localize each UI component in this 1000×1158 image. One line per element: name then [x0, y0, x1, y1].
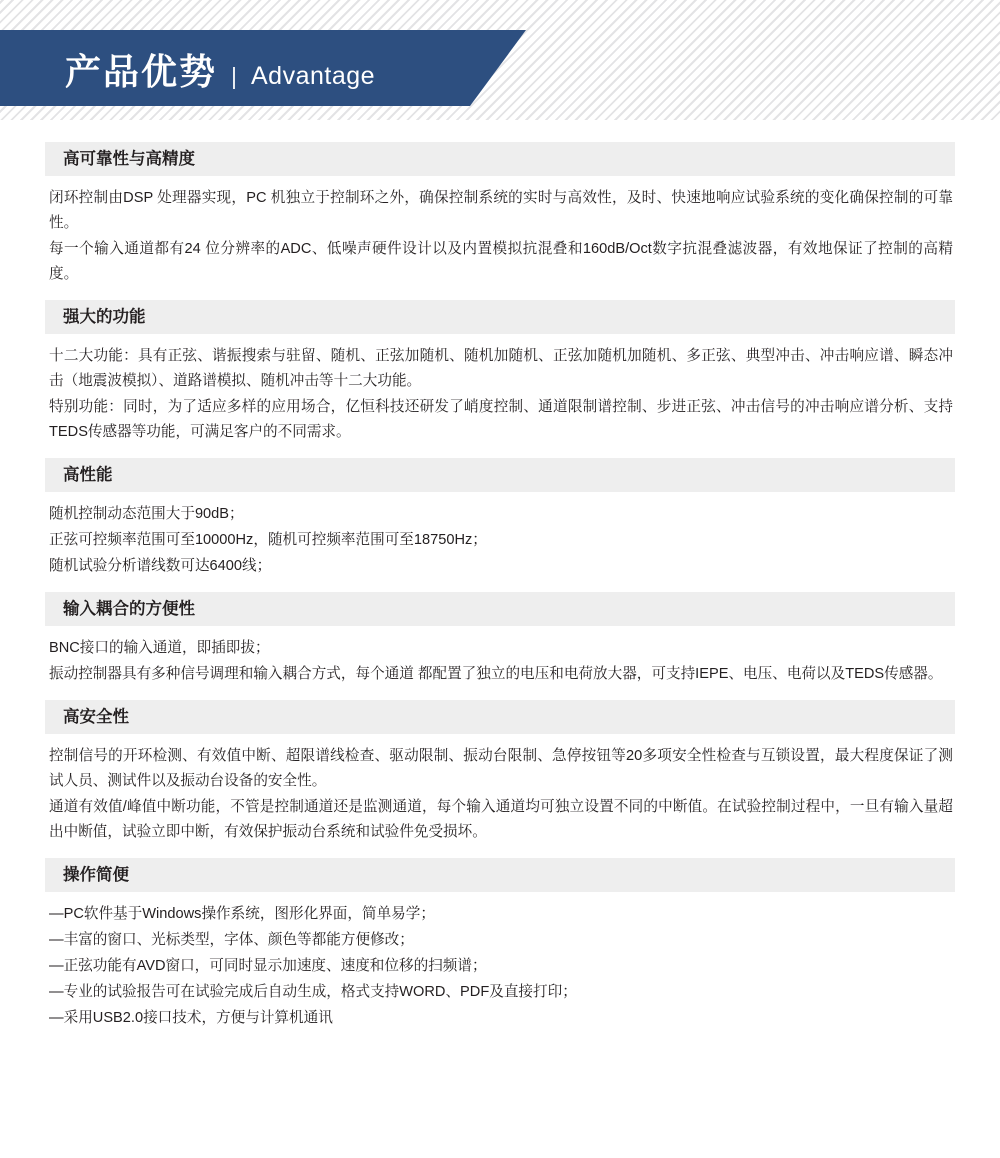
section-powerful-functions: [45, 300, 955, 445]
section-heading: 高安全性: [45, 700, 955, 734]
banner-bar-arrow: [470, 30, 526, 106]
section-reliability-accuracy: [45, 142, 955, 287]
section-heading: 高可靠性与高精度: [45, 142, 955, 176]
paragraph: 特别功能：同时，为了适应多样的应用场合，亿恒科技还研发了峭度控制、通道限制谱控制、步进正弦、冲击信号的冲击响应谱分析、支持TEDS传感器等功能，可满足客户的不同需求。: [49, 399, 953, 440]
page-title-cn: 产品优势: [65, 51, 218, 92]
paragraph: 十二大功能：具有正弦、谐振搜索与驻留、随机、正弦加随机、随机加随机、正弦加随机加随机、多正弦、典型冲击、冲击响应谱、瞬态冲击（地震波模拟）、道路谱模拟、随机冲击等十二大功能。: [49, 348, 953, 389]
paragraph: —PC软件基于Windows操作系统，图形化界面，简单易学；: [49, 906, 435, 922]
section-body: [45, 502, 955, 579]
paragraph: —正弦功能有AVD窗口，可同时显示加速度、速度和位移的扫频谱；: [49, 958, 487, 974]
section-high-safety: [45, 700, 955, 845]
paragraph: 控制信号的开环检测、有效值中断、超限谱线检查、驱动限制、振动台限制、急停按钮等20多项安全性检查与互锁设置，最大程度保证了测试人员、测试件以及振动台设备的安全性。: [49, 748, 953, 789]
paragraph: —采用USB2.0接口技术，方便与计算机通讯: [49, 1010, 333, 1026]
page-banner: [0, 0, 1000, 120]
section-input-coupling: [45, 592, 955, 687]
section-heading: 强大的功能: [45, 300, 955, 334]
page-title: [65, 44, 375, 95]
section-heading: 高性能: [45, 458, 955, 492]
paragraph: —专业的试验报告可在试验完成后自动生成，格式支持WORD、PDF及直接打印；: [49, 984, 577, 1000]
page-title-separator: |: [231, 63, 237, 89]
section-easy-operation: [45, 858, 955, 1031]
section-heading: 操作简便: [45, 858, 955, 892]
content-area: [45, 142, 955, 1031]
paragraph: —丰富的窗口、光标类型，字体、颜色等都能方便修改；: [49, 932, 414, 948]
paragraph: 随机控制动态范围大于90dB；: [49, 506, 244, 522]
section-high-performance: [45, 458, 955, 579]
paragraph: 每一个输入通道都有24 位分辨率的ADC、低噪声硬件设计以及内置模拟抗混叠和160dB/Oct数字抗混叠滤波器，有效地保证了控制的高精度。: [49, 241, 953, 282]
paragraph: 闭环控制由DSP 处理器实现，PC 机独立于控制环之外，确保控制系统的实时与高效性，及时、快速地响应试验系统的变化确保控制的可靠性。: [49, 190, 953, 231]
section-body: [45, 344, 955, 445]
paragraph: 通道有效值/峰值中断功能，不管是控制通道还是监测通道，每个输入通道均可独立设置不同的中断值。在试验控制过程中，一旦有输入量超出中断值，试验立即中断，有效保护振动台系统和试验件免受损坏。: [49, 799, 953, 840]
paragraph: 正弦可控频率范围可至10000Hz，随机可控频率范围可至18750Hz；: [49, 532, 487, 548]
page-title-en: Advantage: [251, 62, 376, 90]
section-body: [45, 636, 955, 687]
paragraph: 随机试验分析谱线数可达6400线；: [49, 558, 272, 574]
section-body: [45, 186, 955, 287]
section-body: [45, 902, 955, 1031]
paragraph: 振动控制器具有多种信号调理和输入耦合方式，每个通道 都配置了独立的电压和电荷放大器，可支持IEPE、电压、电荷以及TEDS传感器。: [49, 666, 943, 682]
paragraph: BNC接口的输入通道，即插即拔；: [49, 640, 270, 656]
section-body: [45, 744, 955, 845]
section-heading: 输入耦合的方便性: [45, 592, 955, 626]
